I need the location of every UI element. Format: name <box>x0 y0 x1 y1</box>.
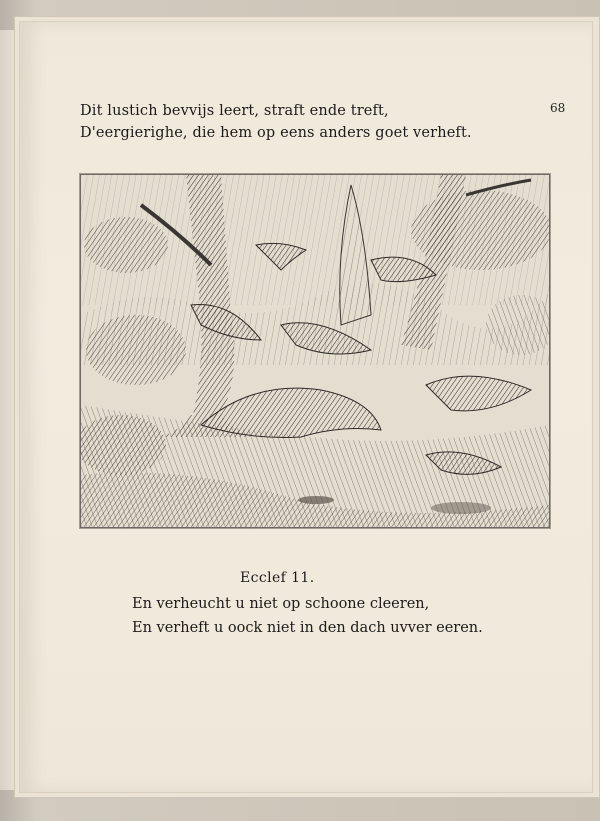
book-page <box>20 22 592 792</box>
top-verse-line-1: Dit lustich bevvijs leert, straft ende treft, <box>80 103 389 119</box>
top-verse <box>80 100 472 144</box>
engraving-illustration <box>80 174 550 528</box>
page-number: 68 <box>550 101 566 115</box>
bottom-verse <box>132 592 483 640</box>
citation: Ecclef 11. <box>240 570 315 586</box>
engraving-drawing <box>81 175 549 527</box>
bottom-verse-line-1: En verheucht u niet op schoone cleeren, <box>132 596 430 612</box>
top-verse-line-2: D'eergierighe, die hem op eens anders goet verheft. <box>80 125 472 141</box>
bottom-verse-line-2: En verheft u oock niet in den dach uvver eeren. <box>132 620 483 636</box>
